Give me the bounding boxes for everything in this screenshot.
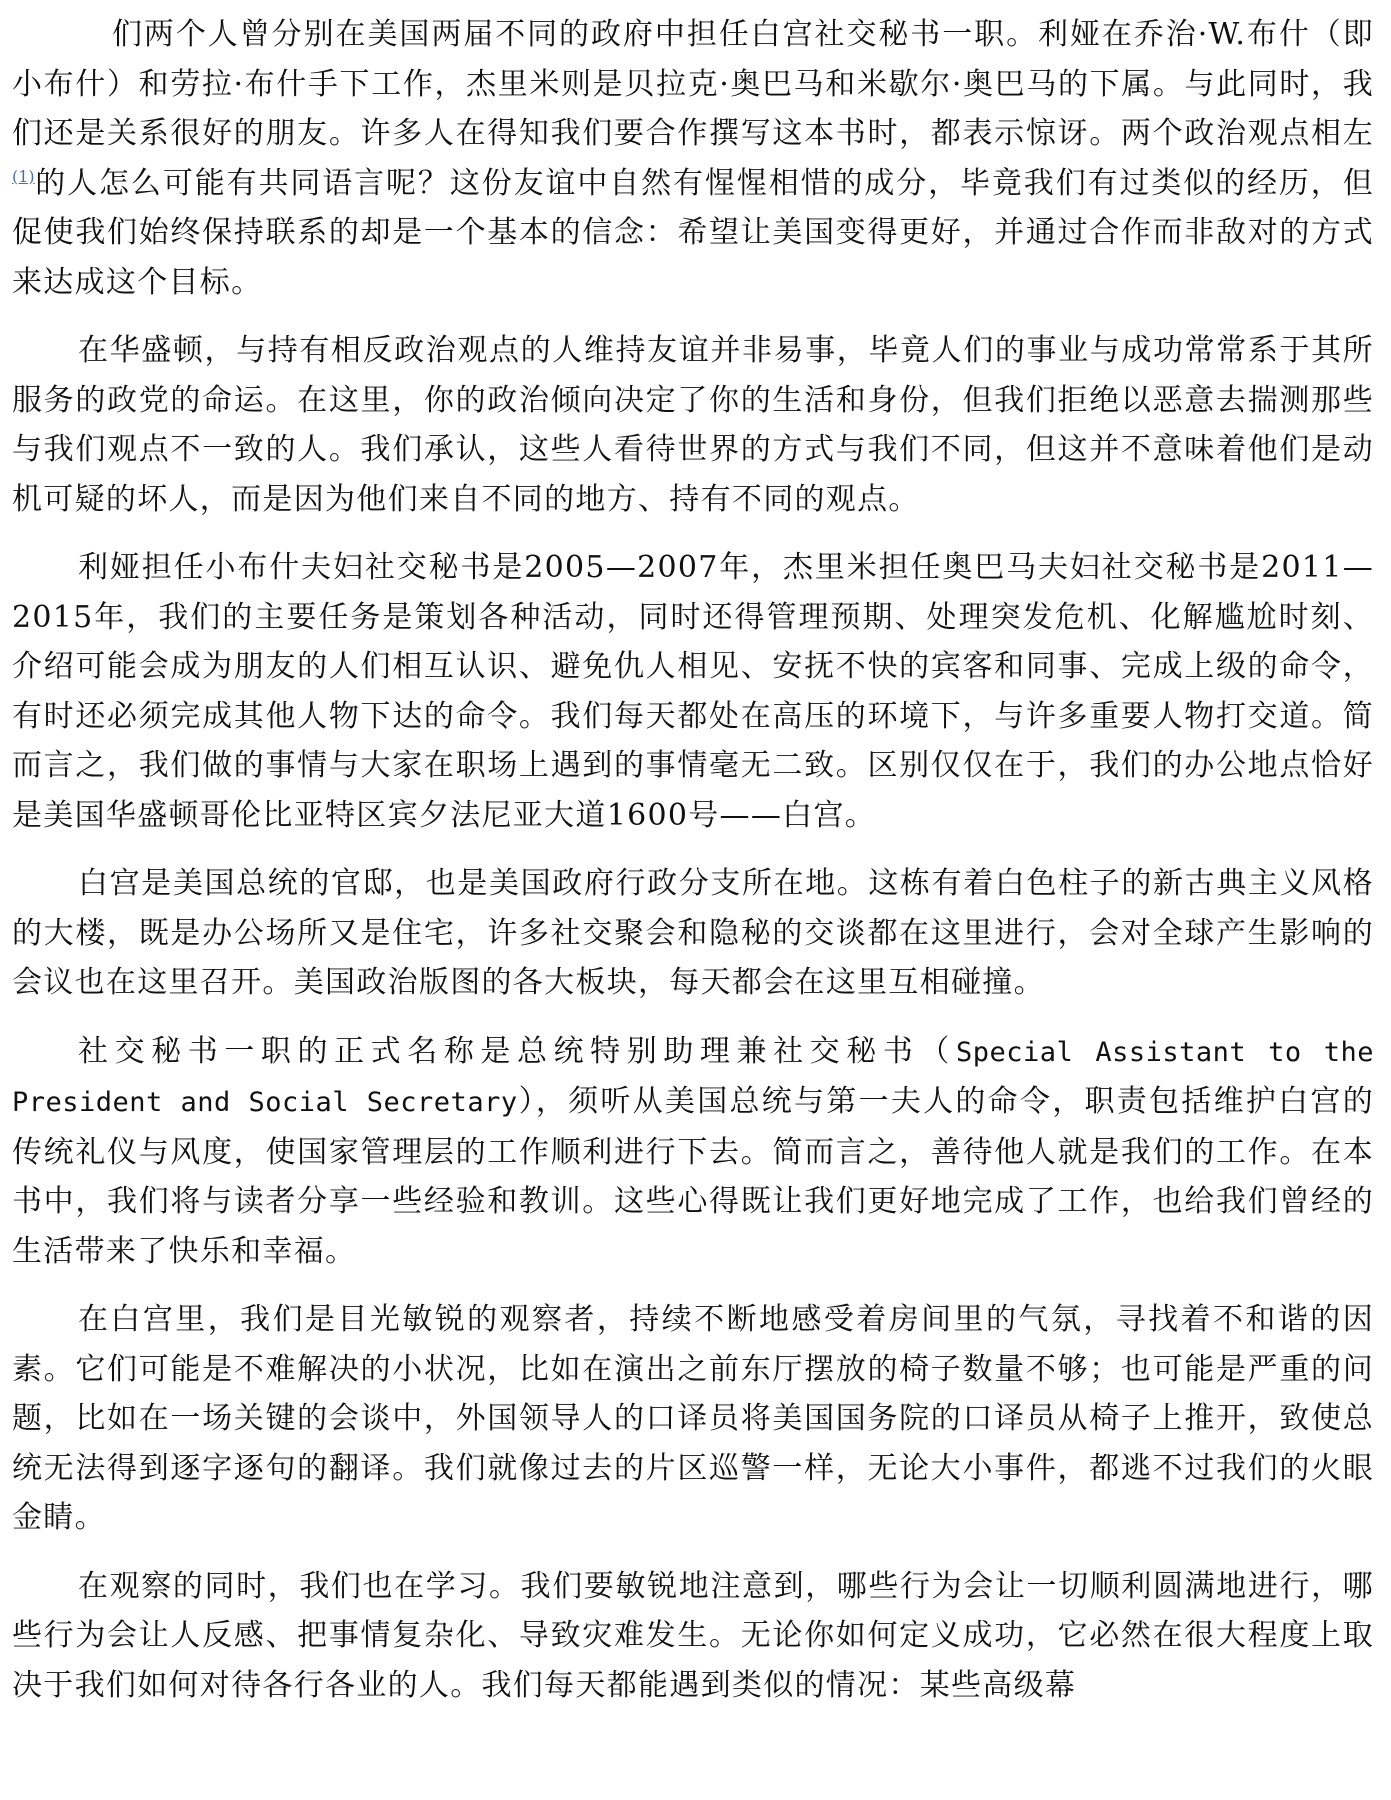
paragraph-6: 在白宫里，我们是目光敏锐的观察者，持续不断地感受着房间里的气氛，寻找着不和谐的因素。它们可能是不难解决的小状况，比如在演出之前东厅摆放的椅子数量不够；也可能是严重的问题，比如在一场关键的会谈中，外国领导人的口译员将美国国务院的口译员从椅子上推开，致使总统无法得到逐字逐句的翻译。我们就像过去的片区巡警一样，无论大小事件，都逃不过我们的火眼金睛。 (12, 1302, 1374, 1535)
paragraph-5-text-a: 社交秘书一职的正式名称是总统特别助理兼社交秘书（ (78, 1033, 957, 1069)
paragraph-4: 白宫是美国总统的官邸，也是美国政府行政分支所在地。这栋有着白色柱子的新古典主义风格的大楼，既是办公场所又是住宅，许多社交聚会和隐秘的交谈都在这里进行，会对全球产生影响的会议也在这里召开。美国政治版图的各大板块，每天都会在这里互相碰撞。 (12, 866, 1374, 1000)
paragraph-3: 利娅担任小布什夫妇社交秘书是2005—2007年，杰里米担任奥巴马夫妇社交秘书是2011—2015年，我们的主要任务是策划各种活动，同时还得管理预期、处理突发危机、化解尴尬时刻、介绍可能会成为朋友的人们相互认识、避免仇人相见、安抚不快的宾客和同事、完成上级的命令，有时还必须完成其他人物下达的命令。我们每天都处在高压的环境下，与许多重要人物打交道。简而言之，我们做的事情与大家在职场上遇到的事情毫无二致。区别仅仅在于，我们的办公地点恰好是美国华盛顿哥伦比亚特区宾夕法尼亚大道1600号——白宫。 (12, 550, 1374, 833)
footnote-reference-link[interactable]: (1) (12, 166, 35, 186)
paragraph-1-text-a: 们两个人曾分别在美国两届不同的政府中担任白宫社交秘书一职。利娅在乔治·W.布什（即小布什）和劳拉·布什手下工作，杰里米则是贝拉克·奥巴马和米歇尔·奥巴马的下属。与此同时，我们还是关系很好的朋友。许多人在得知我们要合作撰写这本书时，都表示惊讶。两个政治观点相左 (12, 17, 1374, 151)
paragraph-7: 在观察的同时，我们也在学习。我们要敏锐地注意到，哪些行为会让一切顺利圆满地进行，哪些行为会让人反感、把事情复杂化、导致灾难发生。无论你如何定义成功，它必然在很大程度上取决于我们如何对待各行各业的人。我们每天都能遇到类似的情况：某些高级幕 (12, 1568, 1374, 1703)
paragraph-1 (12, 10, 1374, 307)
paragraph-5 (12, 1027, 1374, 1277)
paragraph-5-text-b: ），须听从美国总统与第一夫人的命令，职责包括维护白宫的传统礼仪与风度，使国家管理层的工作顺利进行下去。简而言之，善待他人就是我们的工作。在本书中，我们将与读者分享一些经验和教训。这些心得既让我们更好地完成了工作，也给我们曾经的生活带来了快乐和幸福。 (12, 1084, 1374, 1269)
english-job-title: Special Assistant to the President and Social Secretary (12, 1036, 1374, 1118)
paragraph-2: 在华盛顿，与持有相反政治观点的人维持友谊并非易事，毕竟人们的事业与成功常常系于其所服务的政党的命运。在这里，你的政治倾向决定了你的生活和身份，但我们拒绝以恶意去揣测那些与我们观点不一致的人。我们承认，这些人看待世界的方式与我们不同，但这并不意味着他们是动机可疑的坏人，而是因为他们来自不同的地方、持有不同的观点。 (12, 333, 1374, 517)
paragraph-1-text-b: 的人怎么可能有共同语言呢？这份友谊中自然有惺惺相惜的成分，毕竟我们有过类似的经历，但促使我们始终保持联系的却是一个基本的信念：希望让美国变得更好，并通过合作而非敌对的方式来达成这个目标。 (12, 165, 1374, 300)
book-page (12, 10, 1374, 1729)
